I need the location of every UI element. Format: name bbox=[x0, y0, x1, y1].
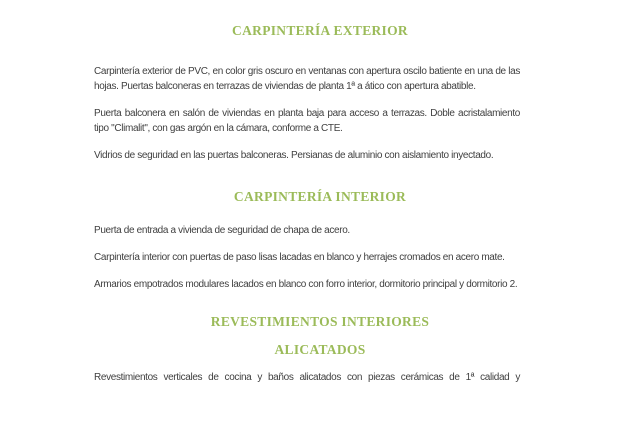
paragraph-vidrios-seguridad: Vidrios de seguridad en las puertas balconeras. Persianas de aluminio con aislamiento inyectado. bbox=[94, 150, 494, 161]
paragraph-puerta-entrada: Puerta de entrada a vivienda de seguridad de chapa de acero. bbox=[94, 225, 350, 236]
paragraph-armarios-empotrados: Armarios empotrados modulares lacados en blanco con forro interior, dormitorio principal y dormitorio 2. bbox=[94, 279, 518, 290]
paragraph-puerta-balconera: Puerta balconera en salón de viviendas en planta baja para acceso a terrazas. Doble acristalamiento tipo "Climalit", con gas argón en la cámara, conforme a CTE. bbox=[94, 108, 520, 134]
section-subheading-alicatados: ALICATADOS bbox=[274, 342, 366, 357]
section-heading-carpinteria-exterior: CARPINTERÍA EXTERIOR bbox=[232, 23, 408, 38]
paragraph-carpinteria-pvc: Carpintería exterior de PVC, en color gris oscuro en ventanas con apertura oscilo batiente en una de las hojas. Puertas balconeras en terrazas de viviendas de planta 1ª a ático con apertura abatible. bbox=[94, 66, 520, 92]
section-heading-carpinteria-interior: CARPINTERÍA INTERIOR bbox=[233, 189, 407, 204]
paragraph-puertas-paso: Carpintería interior con puertas de paso lisas lacadas en blanco y herrajes cromados en acero mate. bbox=[94, 252, 505, 263]
paragraph-revestimientos-verticales: Revestimientos verticales de cocina y baños alicatados con piezas cerámicas de 1ª calidad y bbox=[94, 372, 520, 383]
section-heading-revestimientos-interiores: REVESTIMIENTOS INTERIORES bbox=[210, 314, 430, 329]
